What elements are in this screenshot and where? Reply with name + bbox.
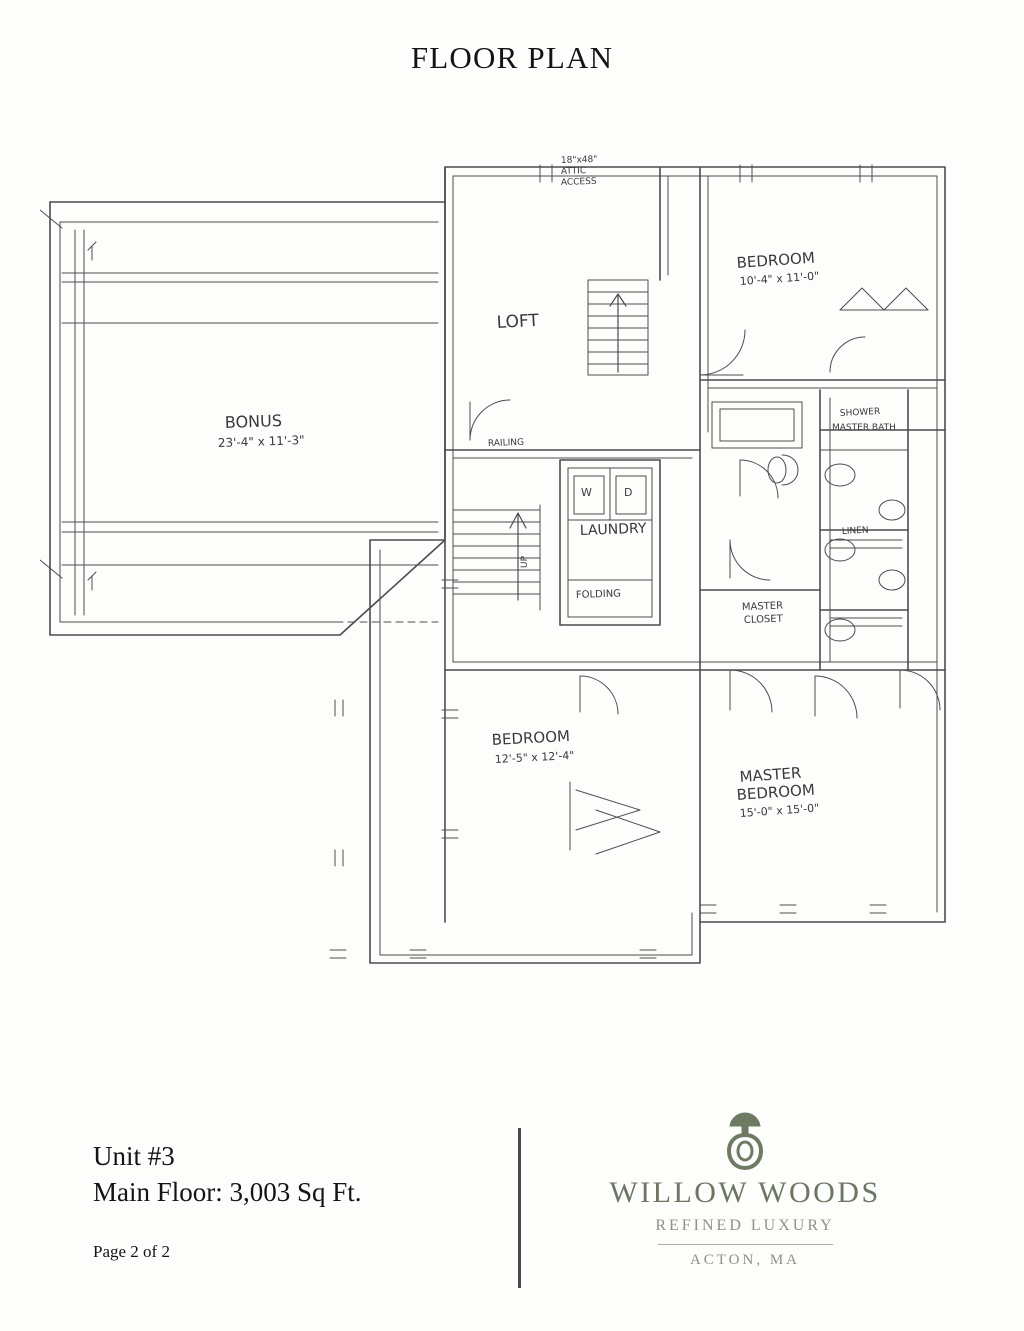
svg-text:W: W [581,486,592,499]
shell-door-knocker-icon [580,1110,910,1172]
svg-text:FOLDING: FOLDING [575,588,622,601]
svg-text:MASTER: MASTER [741,600,784,613]
footer-divider [518,1128,521,1288]
brand-rule [658,1244,833,1245]
svg-text:RAILING: RAILING [487,437,525,449]
svg-text:BEDROOM: BEDROOM [736,248,816,272]
page-title: FLOOR PLAN [410,40,614,75]
floor-plan-drawing [40,110,984,1040]
unit-label: Unit #3 [93,1141,175,1171]
svg-text:MASTER: MASTER [739,763,802,786]
page-number: Page 2 of 2 [93,1242,170,1261]
svg-text:SHOWER: SHOWER [839,406,881,419]
svg-text:ACCESS: ACCESS [560,176,597,188]
footer-text-block [93,1138,493,1262]
svg-text:ATTIC: ATTIC [560,166,587,177]
svg-text:D: D [624,486,633,499]
area-label: Main Floor: 3,003 Sq Ft. [93,1177,362,1207]
svg-text:CLOSET: CLOSET [743,613,783,626]
svg-text:UP: UP [520,555,530,568]
svg-text:BONUS: BONUS [224,411,283,432]
svg-text:10'-4" x 11'-0": 10'-4" x 11'-0" [739,269,820,288]
svg-text:23'-4" x 11'-3": 23'-4" x 11'-3" [217,432,305,450]
svg-text:LINEN: LINEN [841,525,869,537]
brand-location: ACTON, MA [689,1252,801,1268]
page-footer [0,1090,1024,1331]
brand-block [580,1110,910,1269]
svg-text:12'-5" x 12'-4": 12'-5" x 12'-4" [494,748,575,766]
svg-text:BEDROOM: BEDROOM [736,780,816,804]
brand-name: WILLOW WOODS [609,1176,881,1209]
svg-text:15'-0" x 15'-0": 15'-0" x 15'-0" [739,801,820,820]
svg-text:LOFT: LOFT [496,310,540,333]
svg-text:18"x48": 18"x48" [560,154,598,166]
brand-tagline: REFINED LUXURY [655,1217,835,1234]
svg-text:BEDROOM: BEDROOM [491,726,571,749]
svg-text:MASTER BATH: MASTER BATH [832,423,896,433]
svg-text:LAUNDRY: LAUNDRY [579,520,647,539]
